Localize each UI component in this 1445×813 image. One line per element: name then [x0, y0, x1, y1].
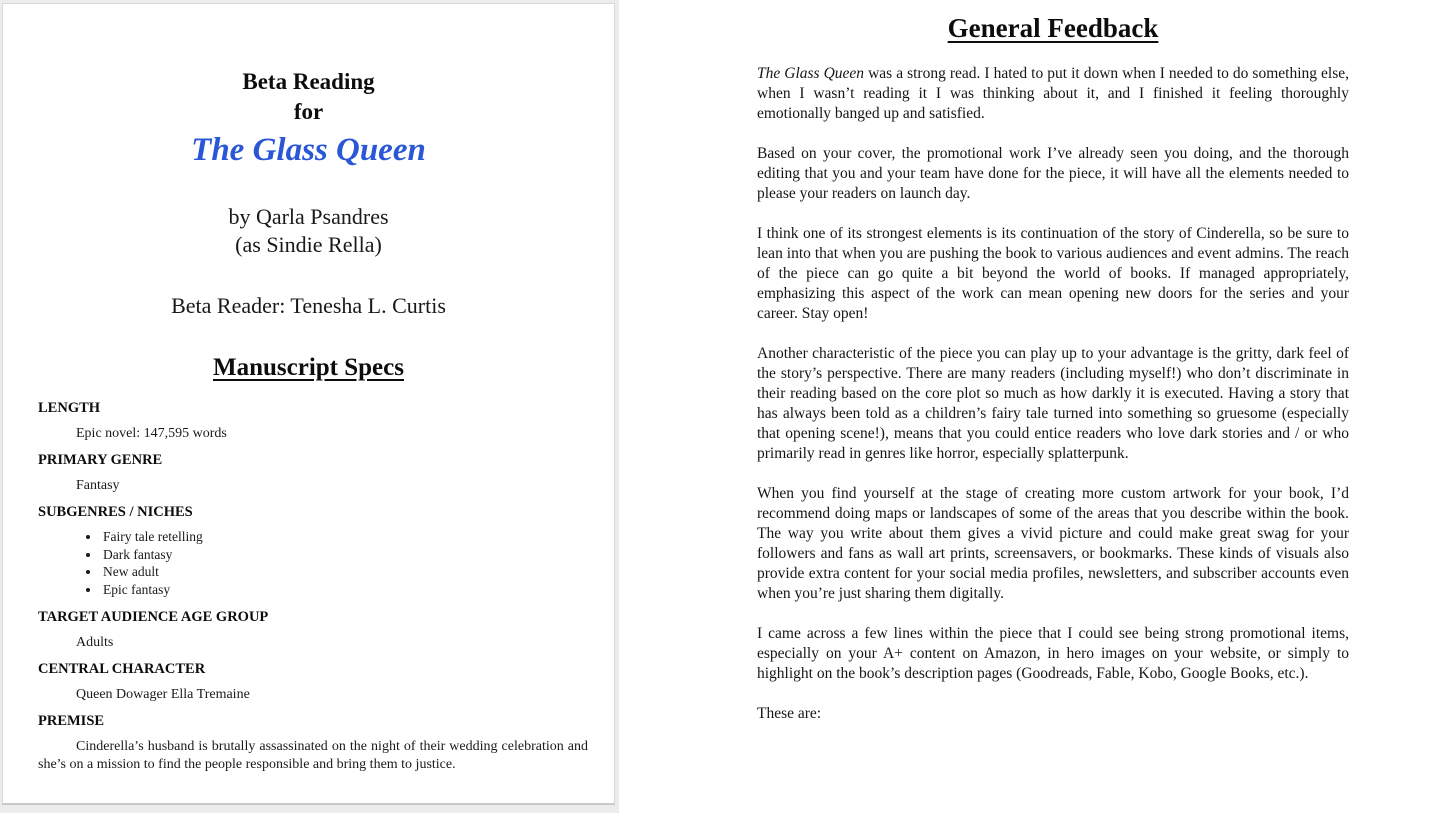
spec-label-length: LENGTH [38, 400, 101, 416]
beta-reader-name: Beta Reader: Tenesha L. Curtis [171, 293, 446, 318]
premise-paragraph: Cinderella’s husband is brutally assassinated on the night of their wedding celebration and she’s on a mission to find the people responsible and bring them to justice. [38, 739, 588, 772]
feedback-paragraph-2: Based on your cover, the promotional work I’ve already seen you doing, and the thorough editing that you and your team have done for the piece, it will have all the elements needed to please your readers on launch day. [757, 145, 1349, 202]
spec-value-primary-genre: Fantasy [76, 478, 120, 493]
feedback-paragraph-7: These are: [757, 705, 822, 722]
cover-title-line2: for [293, 99, 324, 124]
author-name: by Qarla Psandres [228, 204, 389, 229]
feedback-paragraph-1 [757, 64, 1349, 124]
general-feedback-heading: General Feedback [947, 13, 1159, 43]
subgenre-item: • New adult [101, 563, 588, 581]
book-title: The Glass Queen [191, 132, 426, 168]
feedback-page [619, 0, 1445, 813]
spec-label-target-audience: TARGET AUDIENCE AGE GROUP [38, 609, 269, 625]
left-page-background [0, 0, 619, 813]
subgenre-item: • Dark fantasy [101, 546, 588, 564]
subgenre-bullet-list [38, 528, 588, 598]
spec-label-primary-genre: PRIMARY GENRE [38, 452, 163, 468]
book-title-italic: The Glass Queen [757, 65, 865, 82]
feedback-paragraph-4: Another characteristic of the piece you can play up to your advantage is the gritty, dark feel of the story’s perspective. There are many readers (including myself!) who don’t discriminate in their reading based on the core plot so much as how darkly it is executed. Having a story that has always been told as a children’s fairy tale turned into something so gruesome (especially that opening scene!), means that you could entice readers who love dark stories and / or who primarily read in genres like horror, especially splatterpunk. [757, 345, 1349, 462]
feedback-paragraph-3: I think one of its strongest elements is its continuation of the story of Cinderella, so be sure to lean into that when you are pushing the book to various audiences and event admins. The reach of the piece can go quite a bit beyond the world of books. If managed appropriately, emphasizing this aspect of the work can mean opening new doors for the series and your career. Stay open! [757, 225, 1349, 322]
feedback-paragraph-1-text: was a strong read. I hated to put it down when I needed to do something else, when I wasn’t reading it I was thinking about it, and I finished it feeling thoroughly emotionally banged up and satisfied. [757, 65, 1349, 122]
spec-label-premise: PREMISE [38, 713, 105, 729]
subgenre-item: • Epic fantasy [101, 581, 588, 599]
cover-title-line1: Beta Reading [242, 69, 375, 94]
manuscript-specs-heading: Manuscript Specs [213, 354, 404, 381]
feedback-paragraph-6: I came across a few lines within the piece that I could see being strong promotional items, especially on your A+ content on Amazon, in hero images on your website, or simply to highlight on the book’s description pages (Goodreads, Fable, Kobo, Google Books, etc.). [757, 625, 1349, 682]
feedback-paragraph-5: When you find yourself at the stage of creating more custom artwork for your book, I’d recommend doing maps or landscapes of some of the areas that you describe within the book. The way you write about them gives a vivid picture and could make great swag for your followers and fans as wall art prints, screensavers, or bookmarks. These kinds of visuals also provide extra content for your social media profiles, newsletters, and subscriber accounts even when you’re just sharing them digitally. [757, 485, 1349, 602]
subgenre-item: • Fairy tale retelling [101, 528, 588, 546]
spec-value-central-character: Queen Dowager Ella Tremaine [76, 687, 250, 702]
feedback-content [757, 0, 1349, 724]
spec-value-length: Epic novel: 147,595 words [76, 426, 227, 441]
spec-label-subgenres: SUBGENRES / NICHES [38, 504, 193, 520]
specs-list [3, 382, 614, 773]
spec-label-central-character: CENTRAL CHARACTER [38, 661, 206, 677]
author-pen-name: (as Sindie Rella) [235, 232, 382, 257]
cover-page [2, 3, 615, 805]
spec-value-target-audience: Adults [76, 635, 114, 650]
cover-header [3, 4, 614, 320]
